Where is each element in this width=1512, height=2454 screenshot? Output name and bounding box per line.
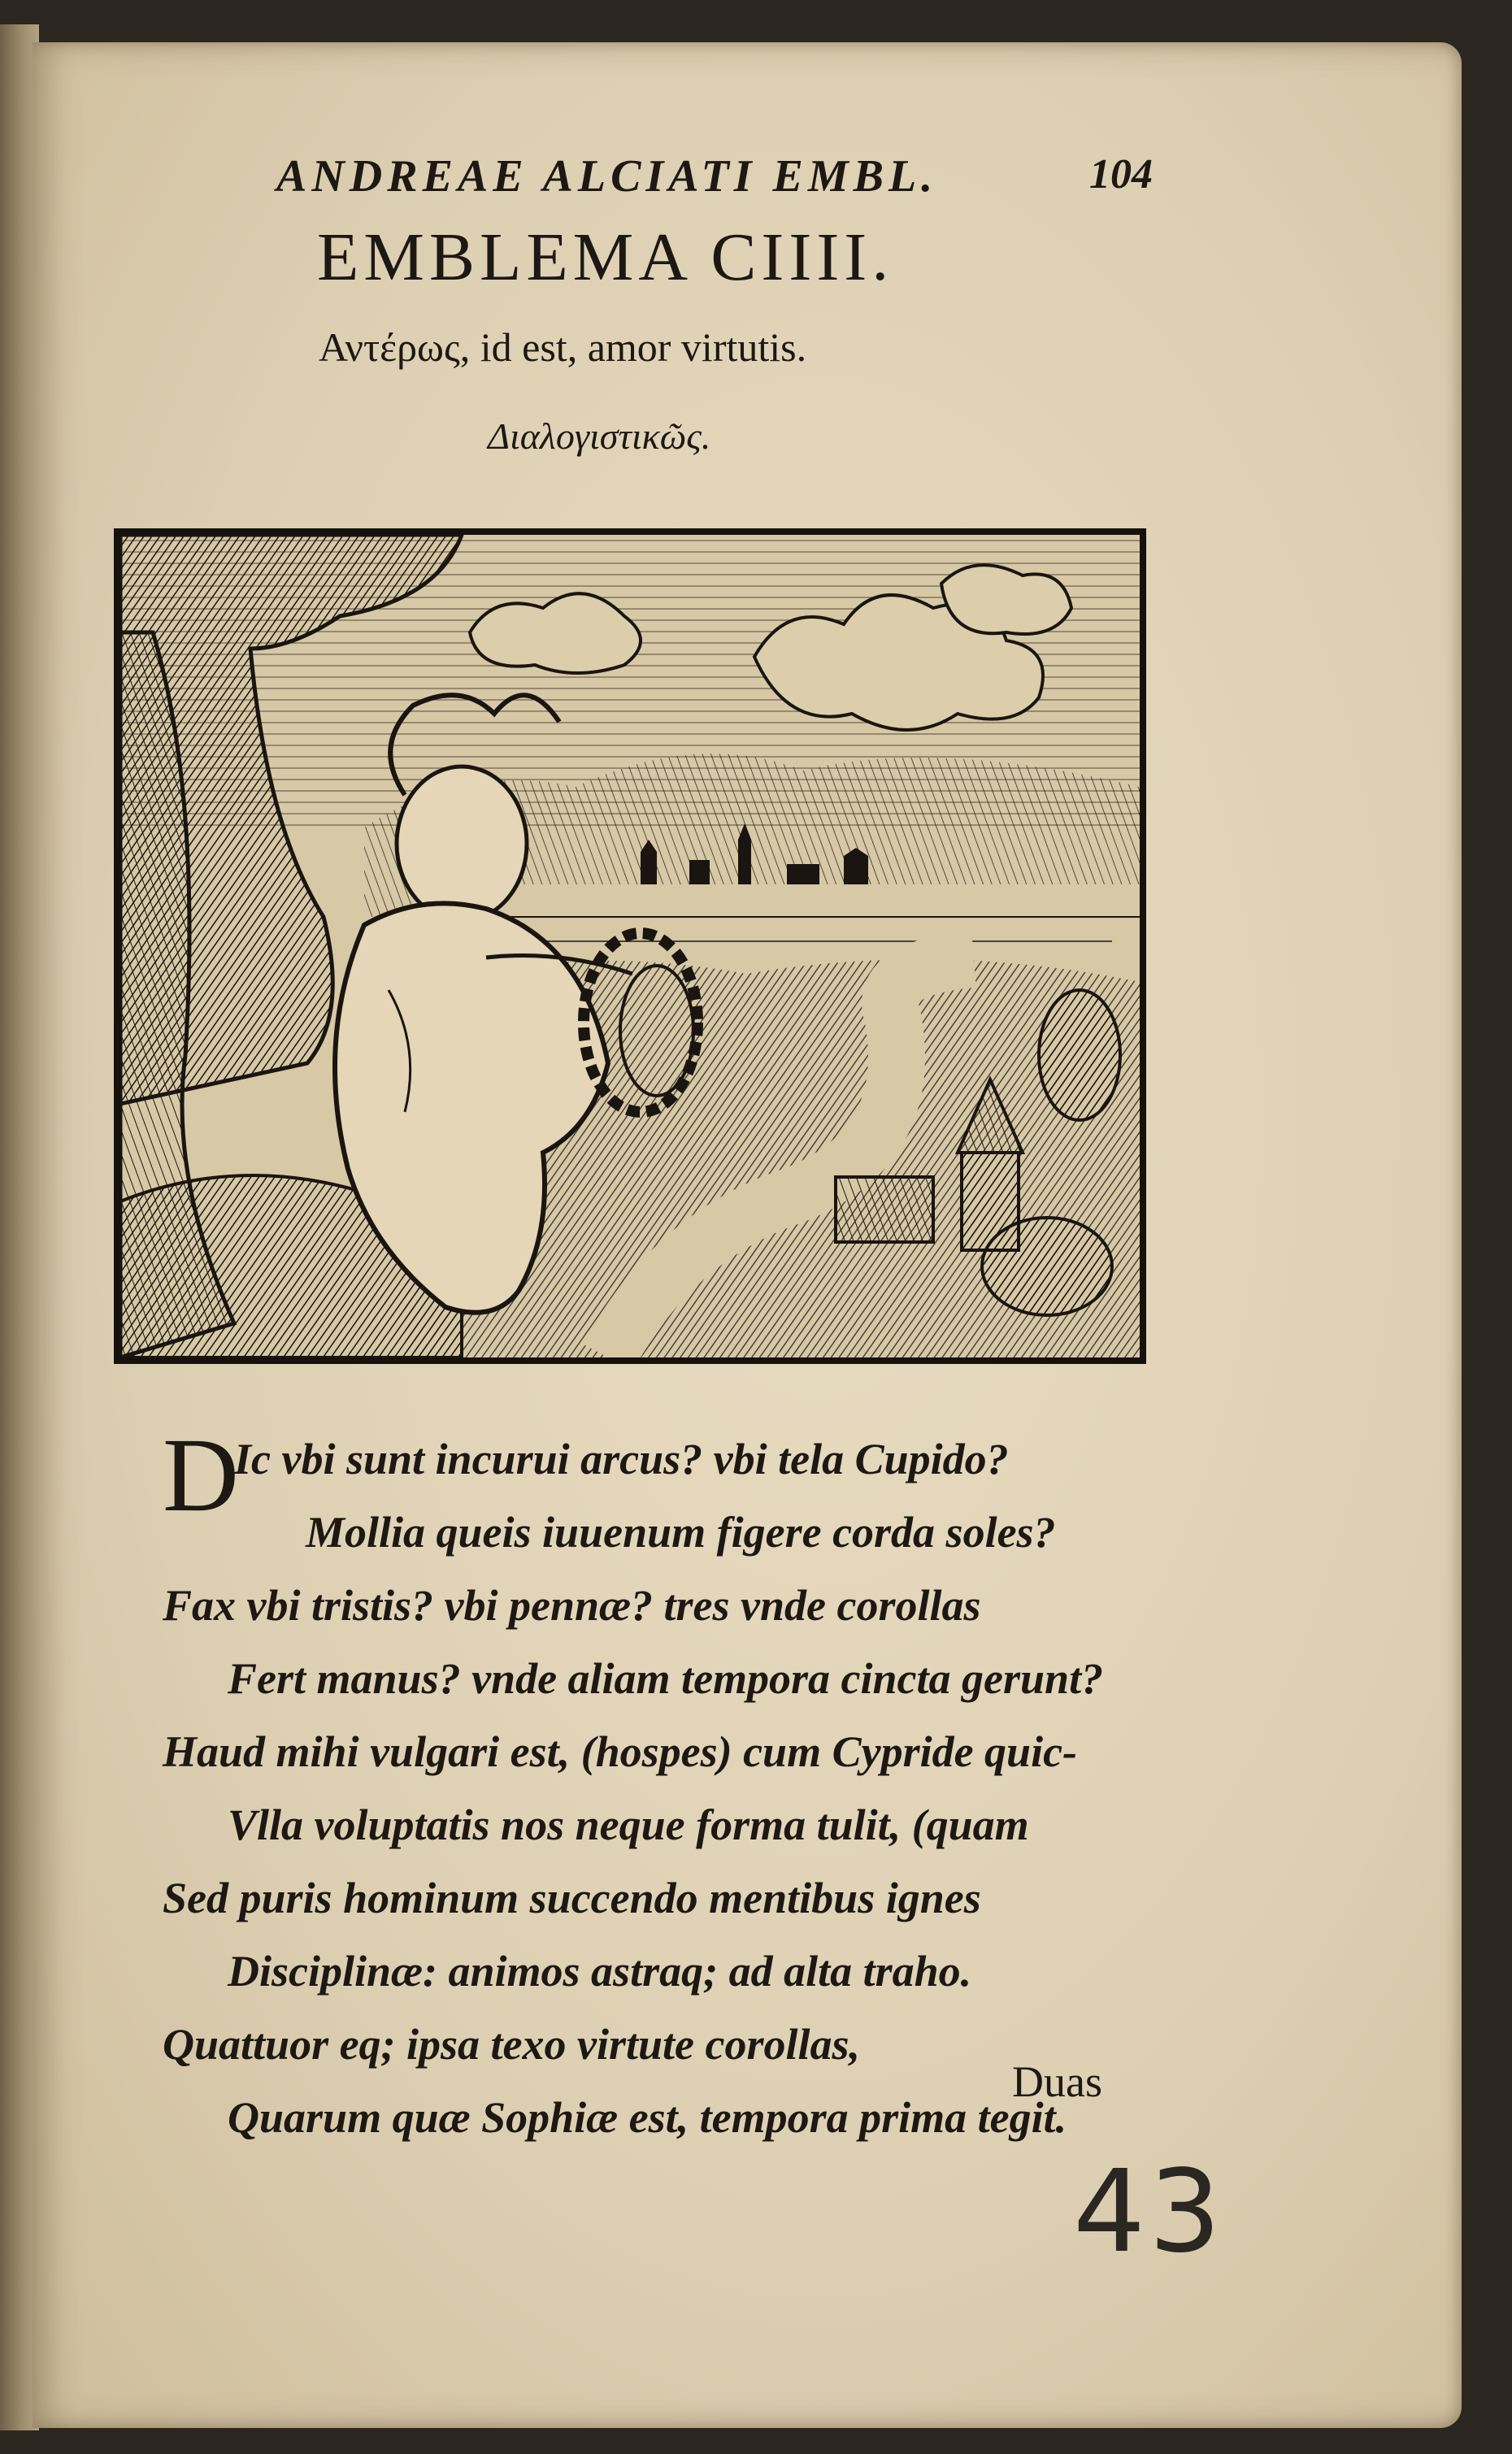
- woodcut-cupid-weaving-wreaths-icon: [120, 535, 1140, 1357]
- emblem-subtitle: Αντέρως, id est, amor virtutis.: [319, 324, 807, 370]
- greek-subtitle: Διαλογιστικῶς.: [488, 415, 711, 457]
- verse-line: Fax vbi tristis? vbi pennæ? tres vnde corollas: [163, 1581, 981, 1630]
- verse-line: Mollia queis iuuenum figere corda soles?: [306, 1508, 1056, 1557]
- drop-capital: D: [163, 1417, 239, 1534]
- verse-line: Quarum quæ Sophiæ est, tempora prima tegit.: [228, 2093, 1067, 2142]
- woodcut-illustration: [114, 528, 1146, 1364]
- running-head: ANDREAE ALCIATI EMBL.: [276, 151, 938, 202]
- verse-line: Sed puris hominum succendo mentibus ignes: [163, 1874, 981, 1922]
- verse-line: Vlla voluptatis nos neque forma tulit, (quam: [228, 1800, 1029, 1849]
- verse-line: Fert manus? vnde aliam tempora cincta gerunt?: [228, 1654, 1104, 1703]
- catchword: Duas: [1012, 2057, 1102, 2106]
- verse-line: Haud mihi vulgari est, (hospes) cum Cypride quic-: [163, 1727, 1078, 1776]
- verse-line: Disciplinæ: animos astraq; ad alta traho.: [228, 1947, 972, 1996]
- verse-line: Ic vbi sunt incurui arcus? vbi tela Cupido?: [234, 1435, 1009, 1483]
- folio-number: 104: [1089, 151, 1153, 198]
- emblem-title: EMBLEMA CIIII.: [317, 219, 894, 295]
- verse-line: Quattuor eq; ipsa texo virtute corollas,: [163, 2020, 861, 2069]
- stamp-number: 43: [1073, 2146, 1225, 2278]
